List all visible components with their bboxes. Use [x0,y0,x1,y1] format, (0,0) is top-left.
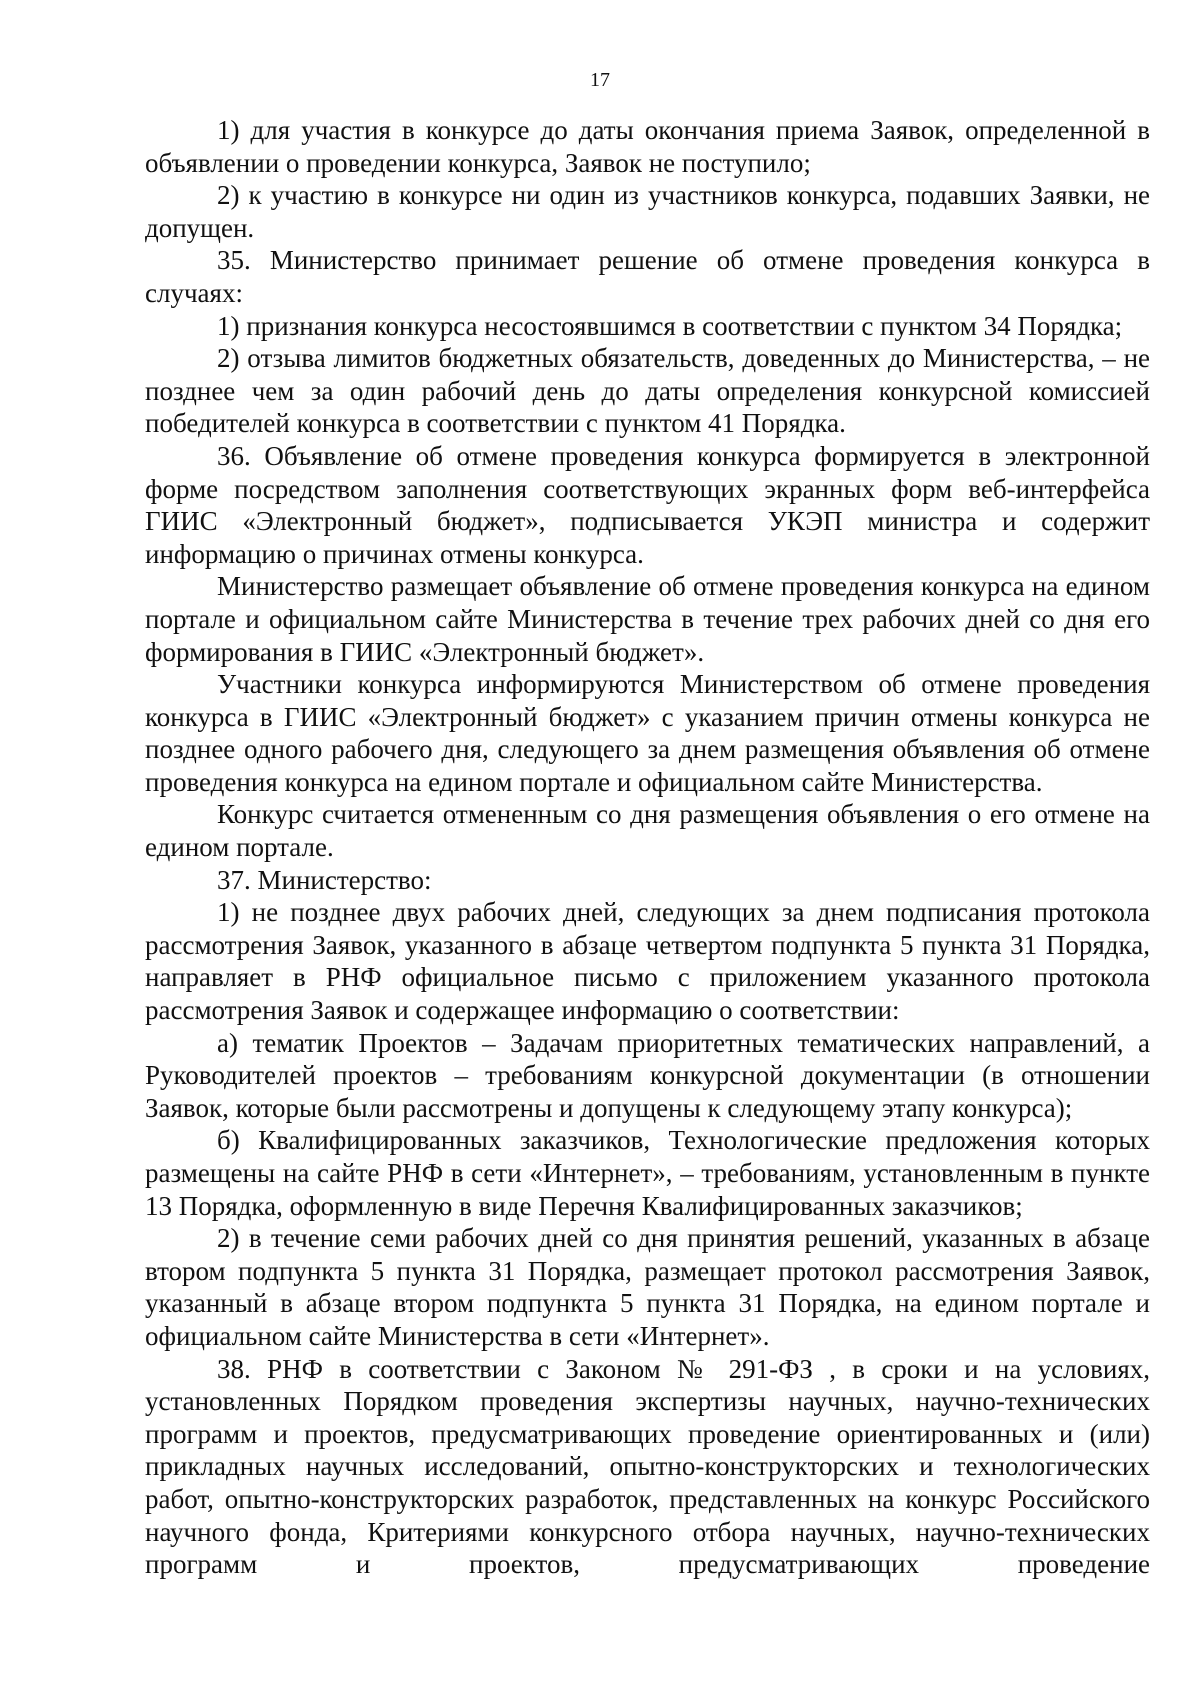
paragraph-36-notification: Участники конкурса информируются Министерством об отмене проведения конкурса в ГИИС «Электронный бюджет» с указанием причин отмены конкурса не позднее одного рабочего дня, следующего за днем размещения объявления об отмене проведения конкурса на едином портале и официальном сайте Министерства. [145,669,1150,797]
paragraph-34-item-1: 1) для участия в конкурсе до даты окончания приема Заявок, определенной в объявлении о проведении конкурса, Заявок не поступило; [145,115,1150,178]
paragraph-35: 35. Министерство принимает решение об отмене проведения конкурса в случаях: [145,245,1150,308]
page-number: 17 [590,69,610,91]
paragraph-36-publication: Министерство размещает объявление об отмене проведения конкурса на едином портале и официальном сайте Министерства в течение трех рабочих дней со дня его формирования в ГИИС «Электронный бюджет». [145,571,1150,667]
document-body [145,114,1150,1581]
paragraph-37-item-1: 1) не позднее двух рабочих дней, следующих за днем подписания протокола рассмотрения Заявок, указанного в абзаце четвертом подпункта 5 пункта 31 Порядка, направляет в РНФ официальное письмо с приложением указанного протокола рассмотрения Заявок и содержащее информацию о соответствии: [145,897,1150,1026]
paragraph-37-item-1-a: а) тематик Проектов – Задачам приоритетных тематических направлений, а Руководителей проектов – требованиям конкурсной документации (в отношении Заявок, которые были рассмотрены и допущены к следующему этапу конкурса); [145,1027,1150,1123]
paragraph-35-item-1: 1) признания конкурса несостоявшимся в соответствии с пунктом 34 Порядка; [217,310,1123,341]
paragraph-36: 36. Объявление об отмене проведения конкурса формируется в электронной форме посредством заполнения соответствующих экранных форм веб-интерфейса ГИИС «Электронный бюджет», подписывается УКЭП министра и содержит информацию о причинах отмены конкурса. [145,440,1150,569]
paragraph-34-item-2: 2) к участию в конкурсе ни один из участников конкурса, подавших Заявки, не допущен. [145,180,1150,243]
paragraph-37-item-1-b: б) Квалифицированных заказчиков, Технологические предложения которых размещены на сайте РНФ в сети «Интернет», – требованиям, установленным в пункте 13 Порядка, оформленную в виде Перечня Квалифицированных заказчиков; [145,1125,1150,1221]
paragraph-36-cancellation: Конкурс считается отмененным со дня размещения объявления о его отмене на едином портале. [145,799,1150,863]
paragraph-37-item-2: 2) в течение семи рабочих дней со дня принятия решений, указанных в абзаце втором подпункта 5 пункта 31 Порядка, размещает протокол рассмотрения Заявок, указанный в абзаце втором подпункта 5 пункта 31 Порядка, на едином портале и официальном сайте Министерства в сети «Интернет». [145,1223,1150,1351]
paragraph-35-item-2: 2) отзыва лимитов бюджетных обязательств, доведенных до Министерства, – не позднее чем за один рабочий день до даты определения конкурсной комиссией победителей конкурса в соответствии с пунктом 41 Порядка. [145,343,1150,439]
paragraph-38: 38. РНФ в соответствии с Законом № 291-ФЗ , в сроки и на условиях, установленных Порядком проведения экспертизы научных, научно-технических программ и проектов, предусматривающих проведение ориентированных и (или) прикладных научных исследований, опытно-конструкторских и технологических работ, опытно-конструкторских разработок, представленных на конкурс Российского научного фонда, Критериями конкурсного отбора научных, научно-технических программ и проектов, предусматривающих проведение [145,1353,1150,1580]
paragraph-37: 37. Министерство: [217,864,432,895]
